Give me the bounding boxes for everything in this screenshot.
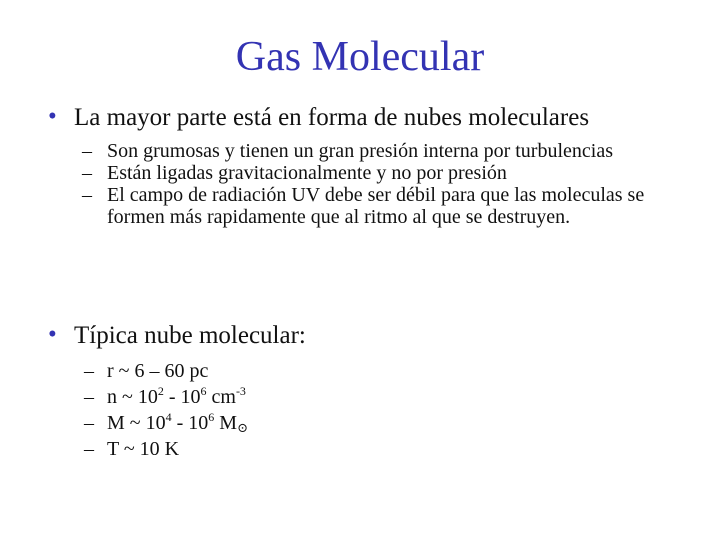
mass-mid: - 10 bbox=[171, 412, 209, 434]
sub-item-text: Están ligadas gravitacionalmente y no por presión bbox=[107, 162, 507, 184]
dash-icon: – bbox=[82, 140, 92, 162]
sub-item-text: Son grumosas y tienen un gran presión interna por turbulencias bbox=[107, 140, 613, 162]
dash-icon: – bbox=[84, 360, 94, 382]
dash-icon: – bbox=[82, 162, 92, 184]
radius-text: r ~ 6 – 60 pc bbox=[107, 360, 209, 382]
sub-item-density bbox=[0, 384, 720, 410]
mass-exp-low: 4 bbox=[165, 410, 172, 424]
density-exp-low: 2 bbox=[157, 384, 164, 398]
sub-item bbox=[0, 140, 720, 162]
mass-unit: M bbox=[214, 412, 238, 434]
slide-title: Gas Molecular bbox=[235, 34, 485, 80]
sub-item-text: El campo de radiación UV debe ser débil para que las moleculas se formen más rapidamente que al ritmo al que se destruyen. bbox=[107, 184, 645, 228]
density-prefix: n ~ 10 bbox=[107, 386, 158, 408]
sub-item-radius bbox=[0, 358, 720, 384]
sub-item bbox=[0, 184, 720, 228]
sub-item bbox=[0, 162, 720, 184]
bullet-icon: • bbox=[48, 321, 57, 348]
sub-item-mass bbox=[0, 410, 720, 436]
sun-symbol-icon: ⊙ bbox=[237, 420, 248, 435]
dash-icon: – bbox=[84, 438, 94, 460]
temperature-text: T ~ 10 K bbox=[107, 438, 180, 460]
sub-item-temperature bbox=[0, 436, 720, 462]
sub-list bbox=[0, 358, 720, 462]
density-exp-high: 6 bbox=[200, 384, 207, 398]
density-unit: cm bbox=[206, 386, 236, 408]
mass-prefix: M ~ 10 bbox=[107, 412, 166, 434]
dash-icon: – bbox=[84, 412, 94, 434]
bullet-text: Típica nube molecular: bbox=[74, 322, 306, 349]
density-unit-exp: -3 bbox=[235, 384, 246, 398]
density-mid: - 10 bbox=[163, 386, 201, 408]
bullet-text: La mayor parte está en forma de nubes moleculares bbox=[74, 104, 590, 131]
bullet-icon: • bbox=[48, 103, 57, 130]
sub-list bbox=[0, 140, 720, 228]
dash-icon: – bbox=[82, 184, 92, 206]
mass-exp-high: 6 bbox=[208, 410, 215, 424]
dash-icon: – bbox=[84, 386, 94, 408]
